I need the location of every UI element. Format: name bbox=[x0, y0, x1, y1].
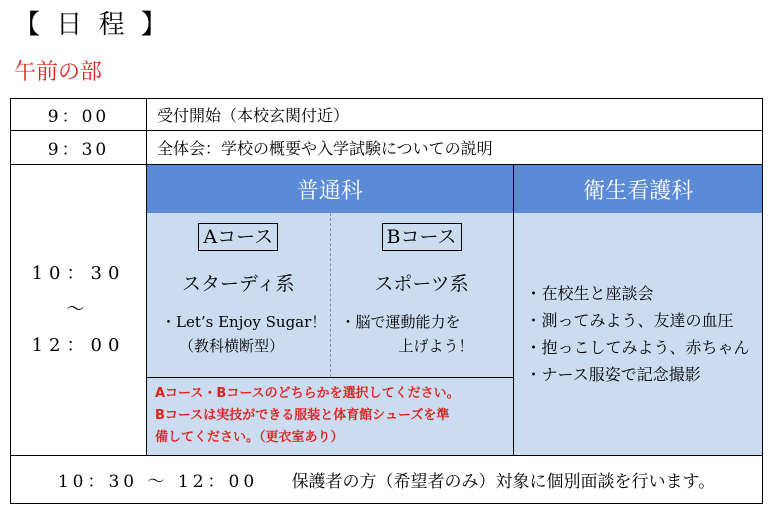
time-end: 12：00 bbox=[31, 335, 126, 357]
desc-cell: 全体会：学校の概要や入学試験についての説明 bbox=[147, 131, 763, 165]
time-start: 10：30 bbox=[31, 263, 126, 285]
course-b-cell bbox=[330, 213, 513, 377]
course-table bbox=[147, 165, 763, 454]
course-a-type: スターディ系 bbox=[182, 273, 295, 296]
course-a-name: Aコース bbox=[198, 223, 278, 251]
course-a-desc-line2: （教科横断型） bbox=[179, 337, 285, 356]
note-line: Bコースは実技ができる服装と体育館シューズを準 bbox=[155, 408, 450, 424]
parent-interview-cell bbox=[11, 455, 763, 503]
eisei-cell bbox=[513, 213, 763, 454]
desc-cell: 受付開始（本校玄関付近） bbox=[147, 99, 763, 131]
course-b-type: スポーツ系 bbox=[374, 273, 469, 296]
eisei-header: 衛生看護科 bbox=[513, 165, 763, 213]
page-heading: 【 日 程 】 bbox=[14, 10, 171, 40]
course-notes bbox=[147, 377, 513, 454]
time-cell: 9：30 bbox=[11, 131, 147, 165]
table-row bbox=[11, 131, 763, 165]
note-line: Aコース・Bコースのどちらかを選択してください。 bbox=[155, 386, 460, 402]
list-item: ・ ナース服姿で記念撮影 bbox=[526, 361, 764, 388]
list-item: ・ 測ってみよう、友達の血圧 bbox=[526, 307, 764, 334]
course-a-desc bbox=[147, 310, 330, 358]
table-row bbox=[11, 455, 763, 503]
course-b-desc-line2: 上げよう！ bbox=[398, 337, 474, 356]
course-a-cell bbox=[147, 213, 330, 377]
time-separator: 〜 bbox=[66, 299, 91, 321]
list-item: ・ 在校生と座談会 bbox=[526, 280, 764, 307]
section-subheading: 午前の部 bbox=[14, 60, 103, 85]
futsuka-header: 普通科 bbox=[147, 165, 513, 213]
course-b-name: Bコース bbox=[382, 223, 462, 251]
table-row bbox=[11, 99, 763, 131]
table-row bbox=[11, 165, 763, 455]
bottom-desc: 保護者の方（希望者のみ）対象に個別面談を行います。 bbox=[291, 471, 716, 492]
course-b-desc bbox=[331, 310, 513, 358]
bottom-time: 10：30 〜 12：00 bbox=[57, 471, 259, 492]
course-a-desc-line1: ・Let’s Enjoy Sugar！ bbox=[161, 313, 327, 332]
main-time-cell bbox=[11, 165, 147, 455]
course-block bbox=[147, 165, 763, 455]
note-line: 備してください。（更衣室あり） bbox=[155, 430, 344, 446]
eisei-activity-list bbox=[514, 280, 764, 388]
list-item: ・ 抱っこしてみよう、赤ちゃん bbox=[526, 334, 764, 361]
schedule-table bbox=[10, 98, 763, 504]
course-b-desc-line1: ・脳で運動能力を bbox=[340, 313, 461, 332]
time-cell: 9：00 bbox=[11, 99, 147, 131]
